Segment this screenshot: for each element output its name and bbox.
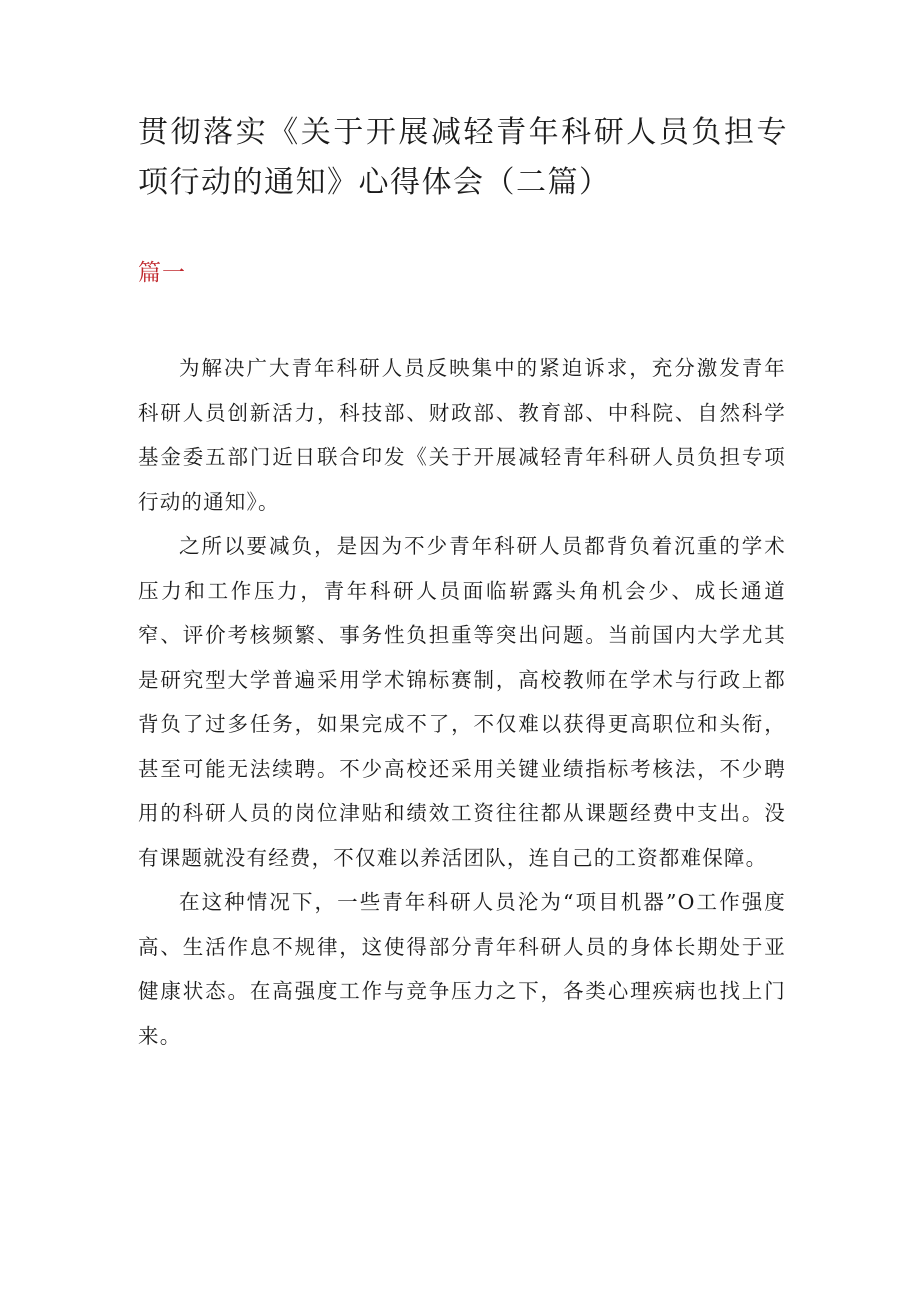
paragraph: 为解决广大青年科研人员反映集中的紧迫诉求，充分激发青年科研人员创新活力，科技部、财政部、教育部、中科院、自然科学基金委五部门近日联合印发《关于开展减轻青年科研人员负担专项行动的通知》。	[138, 356, 786, 514]
paragraph: 在这种情况下，一些青年科研人员沦为“项目机器”O工作强度高、生活作息不规律，这使得部分青年科研人员的身体长期处于亚健康状态。在高强度工作与竞争压力之下，各类心理疾病也找上门来。	[138, 890, 786, 1048]
section-label: 篇一	[138, 260, 186, 286]
document-body	[138, 346, 786, 1058]
paragraph: 之所以要减负，是因为不少青年科研人员都背负着沉重的学术压力和工作压力，青年科研人员面临崭露头角机会少、成长通道窄、评价考核频繁、事务性负担重等突出问题。当前国内大学尤其是研究型大学普遍采用学术锦标赛制，高校教师在学术与行政上都背负了过多任务，如果完成不了，不仅难以获得更高职位和头衔，甚至可能无法续聘。不少高校还采用关键业绩指标考核法，不少聘用的科研人员的岗位津贴和绩效工资往往都从课题经费中支出。没有课题就没有经费，不仅难以养活团队，连自己的工资都难保障。	[138, 534, 786, 870]
document-title: 贯彻落实《关于开展减轻青年科研人员负担专项行动的通知》心得体会（二篇）	[138, 115, 788, 200]
